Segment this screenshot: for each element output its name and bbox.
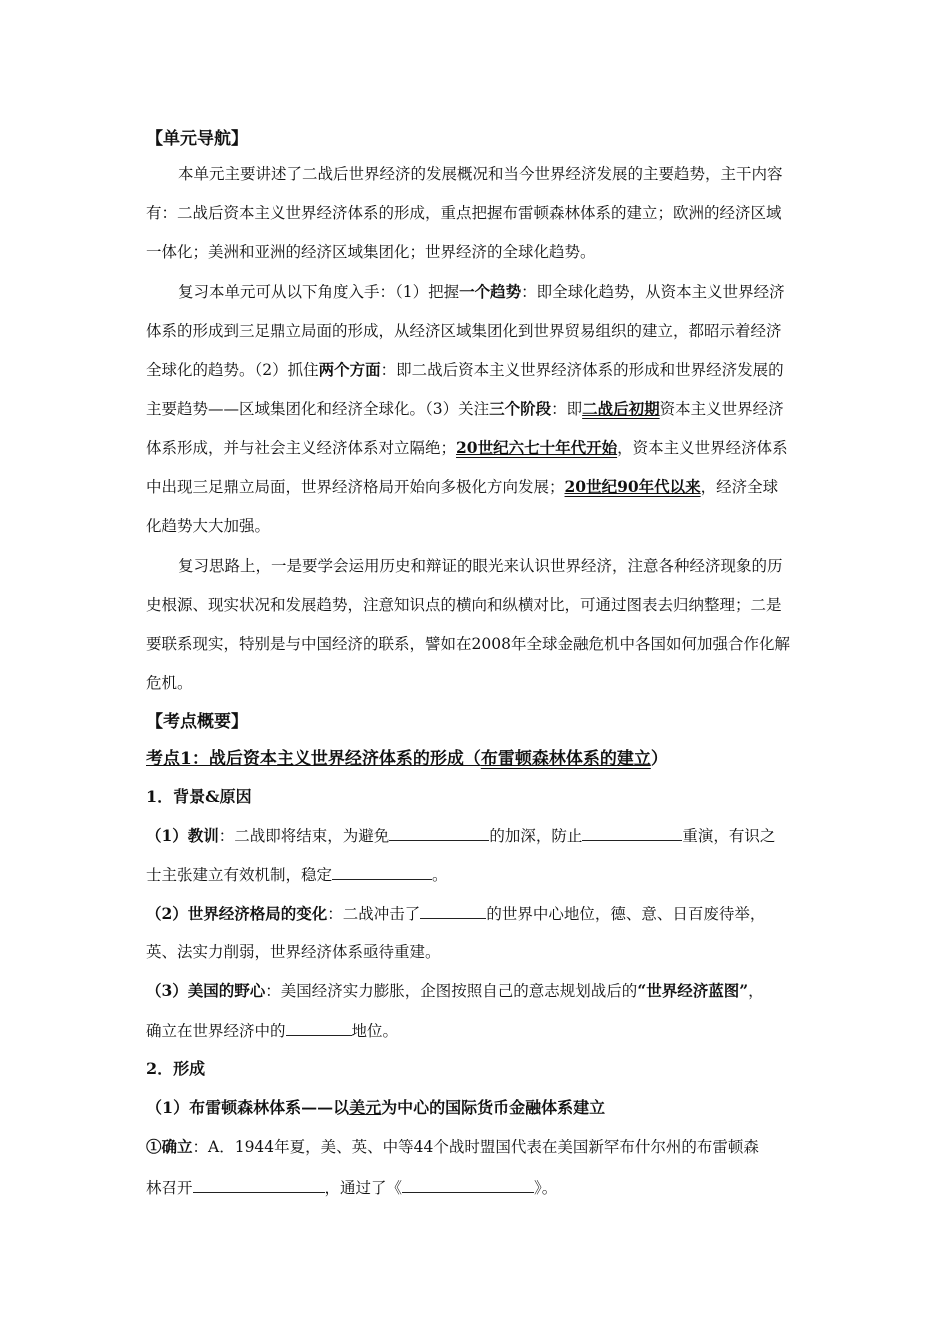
bg-lesson-line2: 士主张建立有效机制，稳定 。 (146, 863, 816, 886)
fill-blank[interactable] (286, 1019, 352, 1036)
bg-structure-line1: （2）世界经济格局的变化：二战冲击了 的世界中心地位，德、意、日百废待举， (146, 904, 766, 923)
unit-nav-p3-line4: 危机。 (146, 674, 193, 692)
bretton-woods-heading: （1）布雷顿森林体系——以美元为中心的国际货币金融体系建立 (146, 1098, 606, 1117)
unit-nav-p2-line5: 体系形成，并与社会主义经济体系对立隔绝；20世纪六七十年代开始，资本主义世界经济体系 (146, 438, 788, 457)
exam-point-1-title: 考点1：战后资本主义世界经济体系的形成（布雷顿森林体系的建立） (146, 749, 668, 769)
fill-blank[interactable] (582, 824, 682, 841)
bg-ambition-line1: （3）美国的野心：美国经济实力膨胀，企图按照自己的意志规划战后的“世界经济蓝图”， (146, 981, 764, 1000)
fill-blank[interactable] (420, 902, 486, 919)
unit-nav-p2-line7: 化趋势大大加强。 (146, 517, 271, 535)
unit-nav-p2-line4: 主要趋势——区域集团化和经济全球化。（3）关注三个阶段：即二战后初期资本主义世界经济 (146, 399, 784, 418)
unit-nav-p3-line2: 史根源、现实状况和发展趋势，注意知识点的横向和纵横对比，可通过图表去归纳整理；二是 (146, 596, 782, 614)
unit-nav-p1-line3: 一体化；美洲和亚洲的经济区域集团化；世界经济的全球化趋势。 (146, 243, 596, 261)
fill-blank[interactable] (332, 863, 432, 880)
establish-line2: 林召开 ，通过了《 》。 (146, 1176, 816, 1199)
fill-blank[interactable] (402, 1176, 534, 1193)
unit-nav-p2-line3: 全球化的趋势。（2）抓住两个方面：即二战后资本主义世界经济体系的形成和世界经济发展的 (146, 360, 784, 379)
unit-nav-p1-line1: 本单元主要讲述了二战后世界经济的发展概况和当今世界经济发展的主要趋势，主干内容 (178, 165, 783, 183)
establish-line1: ①确立：A．1944年夏，美、英、中等44个战时盟国代表在美国新罕布什尔州的布雷顿森 (146, 1137, 759, 1156)
fill-blank[interactable] (389, 824, 489, 841)
unit-nav-p2-line2: 体系的形成到三足鼎立局面的形成，从经济区域集团化到世界贸易组织的建立，都昭示着经济 (146, 322, 782, 340)
background-heading: 1．背景&原因 (146, 787, 252, 806)
bg-lesson-line1: （1）教训：二战即将结束，为避免 的加深，防止 重演，有识之 (146, 826, 776, 845)
unit-nav-p2-line1: 复习本单元可从以下角度入手：（1）把握一个趋势：即全球化趋势，从资本主义世界经济 (178, 282, 785, 301)
fill-blank[interactable] (193, 1176, 325, 1193)
unit-nav-title: 【单元导航】 (146, 129, 248, 149)
unit-nav-p2-line6: 中出现三足鼎立局面，世界经济格局开始向多极化方向发展；20世纪90年代以来，经济全球 (146, 477, 779, 496)
exam-points-title: 【考点概要】 (146, 712, 248, 732)
unit-nav-p1-line2: 有：二战后资本主义世界经济体系的形成，重点把握布雷顿森林体系的建立；欧洲的经济区域 (146, 204, 782, 222)
bg-structure-line2: 英、法实力削弱，世界经济体系亟待重建。 (146, 943, 441, 961)
bg-ambition-line2: 确立在世界经济中的 地位。 (146, 1019, 816, 1042)
unit-nav-p3-line1: 复习思路上，一是要学会运用历史和辩证的眼光来认识世界经济，注意各种经济现象的历 (178, 557, 783, 575)
formation-heading: 2．形成 (146, 1059, 206, 1078)
unit-nav-p3-line3: 要联系现实，特别是与中国经济的联系，譬如在2008年全球金融危机中各国如何加强合作化解 (146, 635, 790, 653)
